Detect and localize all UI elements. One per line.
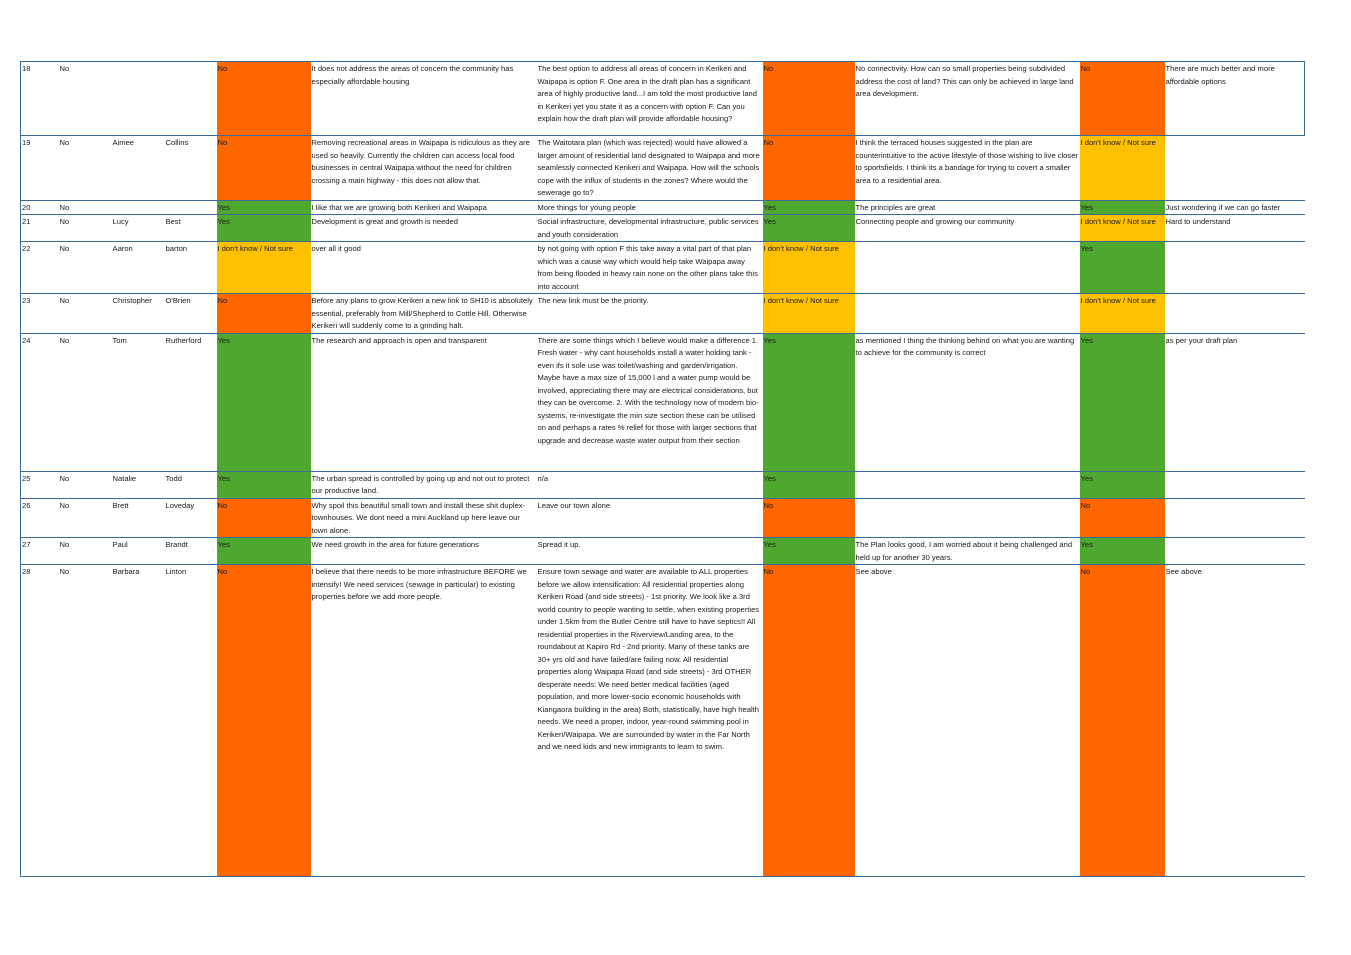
comment-1-cell[interactable]: We need growth in the area for future generations: [311, 538, 537, 565]
comment-4-cell[interactable]: [1165, 242, 1305, 294]
comment-3-cell[interactable]: I think the terraced houses suggested in the plan are counterintuitive to the active lifestyle of those wishing to live closer to sportsfields. I think its a bandage for trying to covert a smaller area to a residential area.: [855, 136, 1080, 201]
table-row[interactable]: [21, 333, 1305, 471]
rating-1-cell[interactable]: I don't know / Not sure: [217, 242, 311, 294]
last-name-cell[interactable]: O'Brien: [165, 294, 217, 334]
rating-2-cell[interactable]: I don't know / Not sure: [763, 242, 855, 294]
comment-1-cell[interactable]: Why spoil this beautiful small town and install these shit duplex-townhouses. We dont need a mini Auckland up here leave our town alone.: [311, 498, 537, 538]
row-number-cell[interactable]: 25: [21, 471, 59, 498]
last-name-cell[interactable]: Loveday: [165, 498, 217, 538]
comment-4-cell[interactable]: Hard to understand: [1165, 215, 1305, 242]
first-name-cell[interactable]: Paul: [112, 538, 165, 565]
comment-1-cell[interactable]: The urban spread is controlled by going up and not out to protect our productive land.: [311, 471, 537, 498]
rating-1-cell[interactable]: No: [217, 136, 311, 201]
row-number-cell[interactable]: 28: [21, 565, 59, 877]
rating-3-cell[interactable]: No: [1080, 498, 1165, 538]
rating-1-cell[interactable]: Yes: [217, 471, 311, 498]
rating-2-cell[interactable]: Yes: [763, 538, 855, 565]
comment-2-cell[interactable]: by not going with option F this take away a vital part of that plan which was a cause way which would help take Waipapa away from being flooded in heavy rain none on the other plans take this into account: [537, 242, 763, 294]
rating-3-cell[interactable]: No: [1080, 62, 1165, 136]
row-number-cell[interactable]: 23: [21, 294, 59, 334]
comment-1-cell[interactable]: Development is great and growth is needed: [311, 215, 537, 242]
comment-3-cell[interactable]: as mentioned I thing the thinking behind on what you are wanting to achieve for the community is correct: [855, 333, 1080, 471]
comment-3-cell[interactable]: The principles are great: [855, 200, 1080, 215]
rating-1-cell[interactable]: No: [217, 62, 311, 136]
rating-1-cell[interactable]: No: [217, 294, 311, 334]
flag-cell[interactable]: No: [59, 471, 112, 498]
rating-2-cell[interactable]: Yes: [763, 200, 855, 215]
first-name-cell[interactable]: Aaron: [112, 242, 165, 294]
comment-2-cell[interactable]: The new link must be the priority.: [537, 294, 763, 334]
rating-2-cell[interactable]: No: [763, 498, 855, 538]
first-name-cell[interactable]: [112, 62, 165, 136]
comment-4-cell[interactable]: as per your draft plan: [1165, 333, 1305, 471]
comment-4-cell[interactable]: [1165, 294, 1305, 334]
comment-4-cell[interactable]: There are much better and more affordable options: [1165, 62, 1305, 136]
table-row[interactable]: [21, 136, 1305, 201]
comment-2-cell[interactable]: Ensure town sewage and water are available to ALL properties before we allow intensification: All residential properties along Kerikeri Road (and side streets) - 1st priority. We look like a 3rd world country to people wanting to settle, when existing properties under 1.5km from the Butler Centre still have to have septics!! All residential properties in the Riverview/Landing area, to the roundabout at Kapiro Rd - 2nd priority. Many of these tanks are 30+ yrs old and have failed/are failing now. All residential properties along Waipapa Road (and side streets) - 3rd OTHER desperate needs: We need better medical facilities (aged population, and more lower-socio economic households with Kiangaora building in the area) Both, statistically, have high health needs. We need a proper, indoor, year-round swimming pool in Kerikeri/Waipapa. We are surrounded by water in the Far North and we need kids and new immigrants to learn to swim.: [537, 565, 763, 877]
comment-3-cell[interactable]: No connectivity. How can so small properties being subdivided address the cost of land? This can only be achieved in large land area development.: [855, 62, 1080, 136]
comment-1-cell[interactable]: Removing recreational areas in Waipapa is ridiculous as they are used so heavily. Currently the children can access local food businesses in central Waipapa without the need for children crossing a main highway - this does not allow that.: [311, 136, 537, 201]
rating-2-cell[interactable]: No: [763, 136, 855, 201]
comment-3-cell[interactable]: [855, 471, 1080, 498]
comment-2-cell[interactable]: More things for young people: [537, 200, 763, 215]
rating-3-cell[interactable]: I don't know / Not sure: [1080, 136, 1165, 201]
row-number-cell[interactable]: 27: [21, 538, 59, 565]
rating-3-cell[interactable]: I don't know / Not sure: [1080, 294, 1165, 334]
rating-1-cell[interactable]: No: [217, 498, 311, 538]
comment-4-cell[interactable]: Just wondering if we can go faster: [1165, 200, 1305, 215]
table-row[interactable]: [21, 242, 1305, 294]
row-number-cell[interactable]: 24: [21, 333, 59, 471]
row-number-cell[interactable]: 18: [21, 62, 59, 136]
rating-1-cell[interactable]: Yes: [217, 333, 311, 471]
first-name-cell[interactable]: Natalie: [112, 471, 165, 498]
comment-4-cell[interactable]: [1165, 136, 1305, 201]
comment-1-cell[interactable]: It does not address the areas of concern the community has especially affordable housing: [311, 62, 537, 136]
flag-cell[interactable]: No: [59, 215, 112, 242]
comment-1-cell[interactable]: Before any plans to grow Kerikeri a new link to SH10 is absolutely essential, preferably from Mill/Shepherd to Cottle Hill. Otherwise Kerikeri will suddenly come to a grinding halt.: [311, 294, 537, 334]
flag-cell[interactable]: No: [59, 333, 112, 471]
table-row[interactable]: [21, 471, 1305, 498]
rating-2-cell[interactable]: No: [763, 62, 855, 136]
row-number-cell[interactable]: 20: [21, 200, 59, 215]
first-name-cell[interactable]: Barbara: [112, 565, 165, 877]
comment-1-cell[interactable]: I believe that there needs to be more infrastructure BEFORE we intensify! We need services (sewage in particular) to existing properties before we add more people.: [311, 565, 537, 877]
last-name-cell[interactable]: Best: [165, 215, 217, 242]
row-number-cell[interactable]: 26: [21, 498, 59, 538]
rating-1-cell[interactable]: Yes: [217, 538, 311, 565]
row-number-cell[interactable]: 22: [21, 242, 59, 294]
comment-2-cell[interactable]: The best option to address all areas of concern in Kerikeri and Waipapa is option F. One area in the draft plan has a significant area of highly productive land...I am told the most productive land in Kerikeri yet you state it as a concern with option F. Can you explain how the draft plan will provide affordable housing?: [537, 62, 763, 136]
table-row[interactable]: [21, 538, 1305, 565]
last-name-cell[interactable]: Brandt: [165, 538, 217, 565]
table-row[interactable]: [21, 565, 1305, 877]
rating-2-cell[interactable]: Yes: [763, 215, 855, 242]
rating-3-cell[interactable]: No: [1080, 565, 1165, 877]
table-row[interactable]: [21, 294, 1305, 334]
table-row[interactable]: [21, 498, 1305, 538]
row-number-cell[interactable]: 21: [21, 215, 59, 242]
rating-3-cell[interactable]: I don't know / Not sure: [1080, 215, 1165, 242]
first-name-cell[interactable]: Aimee: [112, 136, 165, 201]
rating-2-cell[interactable]: No: [763, 565, 855, 877]
comment-4-cell[interactable]: [1165, 538, 1305, 565]
comment-3-cell[interactable]: See above: [855, 565, 1080, 877]
comment-2-cell[interactable]: The Waitotara plan (which was rejected) would have allowed a larger amount of residential land designated to Waipapa and more seamlessly connected Kerikeri and Waipapa. How will the schools cope with the influx of students in the zones? Where would the sewerage go to?: [537, 136, 763, 201]
rating-3-cell[interactable]: Yes: [1080, 538, 1165, 565]
table-row[interactable]: [21, 62, 1305, 136]
row-number-cell[interactable]: 19: [21, 136, 59, 201]
last-name-cell[interactable]: Todd: [165, 471, 217, 498]
flag-cell[interactable]: No: [59, 538, 112, 565]
rating-1-cell[interactable]: No: [217, 565, 311, 877]
table-row[interactable]: [21, 215, 1305, 242]
last-name-cell[interactable]: [165, 200, 217, 215]
comment-2-cell[interactable]: Social infrastructure, developmental infrastructure, public services and youth consideration: [537, 215, 763, 242]
comment-3-cell[interactable]: The Plan looks good, I am worried about it being challenged and held up for another 30 years.: [855, 538, 1080, 565]
comment-4-cell[interactable]: [1165, 498, 1305, 538]
comment-2-cell[interactable]: Spread it up.: [537, 538, 763, 565]
table-row[interactable]: [21, 200, 1305, 215]
rating-2-cell[interactable]: I don't know / Not sure: [763, 294, 855, 334]
flag-cell[interactable]: No: [59, 565, 112, 877]
rating-3-cell[interactable]: Yes: [1080, 200, 1165, 215]
flag-cell[interactable]: No: [59, 62, 112, 136]
first-name-cell[interactable]: [112, 200, 165, 215]
rating-2-cell[interactable]: Yes: [763, 471, 855, 498]
flag-cell[interactable]: No: [59, 200, 112, 215]
comment-1-cell[interactable]: over all it good: [311, 242, 537, 294]
rating-2-cell[interactable]: Yes: [763, 333, 855, 471]
first-name-cell[interactable]: Brett: [112, 498, 165, 538]
flag-cell[interactable]: No: [59, 498, 112, 538]
rating-1-cell[interactable]: Yes: [217, 200, 311, 215]
last-name-cell[interactable]: [165, 62, 217, 136]
comment-1-cell[interactable]: The research and approach is open and transparent: [311, 333, 537, 471]
flag-cell[interactable]: No: [59, 294, 112, 334]
last-name-cell[interactable]: Collins: [165, 136, 217, 201]
first-name-cell[interactable]: Tom: [112, 333, 165, 471]
comment-3-cell[interactable]: [855, 294, 1080, 334]
flag-cell[interactable]: No: [59, 136, 112, 201]
last-name-cell[interactable]: Rutherford: [165, 333, 217, 471]
comment-3-cell[interactable]: Connecting people and growing our community: [855, 215, 1080, 242]
rating-1-cell[interactable]: Yes: [217, 215, 311, 242]
comment-3-cell[interactable]: [855, 242, 1080, 294]
rating-3-cell[interactable]: Yes: [1080, 242, 1165, 294]
first-name-cell[interactable]: Lucy: [112, 215, 165, 242]
comment-3-cell[interactable]: [855, 498, 1080, 538]
comment-1-cell[interactable]: I like that we are growing both Kerikeri and Waipapa: [311, 200, 537, 215]
last-name-cell[interactable]: Linton: [165, 565, 217, 877]
comment-2-cell[interactable]: There are some things which I believe would make a difference 1. Fresh water - why cant households install a water holding tank - even ifs it sole use was toilet/washing and garden/irrigation. Maybe have a max size of 15,000 l and a water pump would be involved, appreciating there may are electrical considerations, but they can be overcome. 2. With the technology now of modern bio- systems, re-investigate the min size section these can be utilised on and perhaps a rates % relief for those with larger sections that upgrade and decrease waste water output from their section: [537, 333, 763, 471]
comment-2-cell[interactable]: Leave our town alone: [537, 498, 763, 538]
comment-4-cell[interactable]: See above: [1165, 565, 1305, 877]
rating-3-cell[interactable]: Yes: [1080, 333, 1165, 471]
last-name-cell[interactable]: barton: [165, 242, 217, 294]
comment-2-cell[interactable]: n/a: [537, 471, 763, 498]
flag-cell[interactable]: No: [59, 242, 112, 294]
responses-table: [20, 61, 1305, 877]
comment-4-cell[interactable]: [1165, 471, 1305, 498]
rating-3-cell[interactable]: Yes: [1080, 471, 1165, 498]
first-name-cell[interactable]: Christopher: [112, 294, 165, 334]
